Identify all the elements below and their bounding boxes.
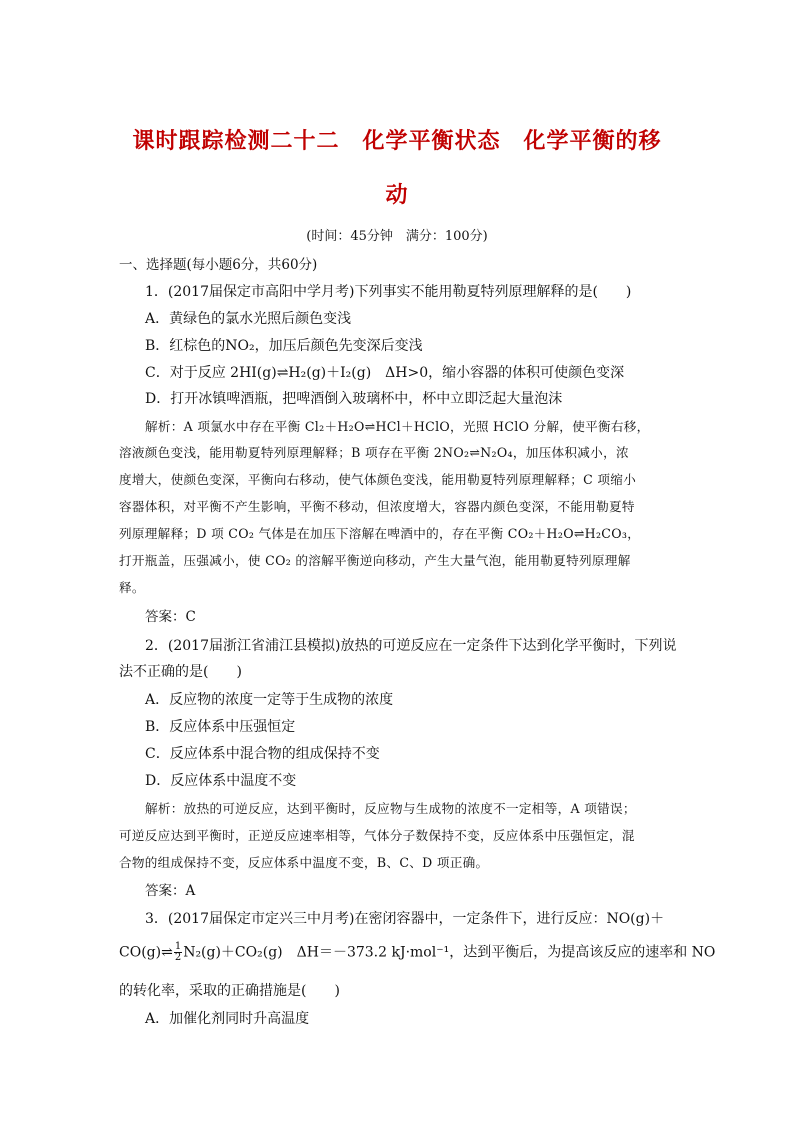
question-1-option-b: B．红棕色的NO₂，加压后颜色先变深后变浅 [145,338,423,354]
question-2-explanation-line: 可逆反应达到平衡时，正逆反应速率相等，气体分子数保持不变，反应体系中压强恒定，混 [119,828,635,843]
question-1-answer: 答案：C [145,609,196,625]
question-1-explanation-line: 容器体积，对平衡不产生影响，平衡不移动，但浓度增大，容器内颜色变深，不能用勒夏特 [119,499,635,514]
page-title-continued: 动 [385,183,409,208]
question-1-option-a: A．黄绿色的氯水光照后颜色变浅 [145,311,352,327]
question-2-explanation-line: 解析：放热的可逆反应，达到平衡时，反应物与生成物的浓度不一定相等，A 项错误； [145,801,636,816]
question-1-option-d: D．打开冰镇啤酒瓶，把啤酒倒入玻璃杯中，杯中立即泛起大量泡沫 [145,391,563,407]
fraction-denominator: 2 [174,952,182,963]
question-1-explanation-line: 解析：A 项氯水中存在平衡 Cl₂＋H₂O⇌HCl＋HClO，光照 HClO 分解，使平衡右移， [145,419,650,434]
question-2-option-a: A．反应物的浓度一定等于生成物的浓度 [145,692,394,708]
question-3-stem: 3．(2017届保定市定兴三中月考)在密闭容器中，一定条件下，进行反应：NO(g)＋ [145,911,665,927]
question-3-stem-equation [119,942,715,963]
question-2-explanation-line: 合物的组成保持不变，反应体系中温度不变，B、C、D 项正确。 [119,855,489,870]
question-1-explanation-line: 列原理解释；D 项 CO₂ 气体是在加压下溶解在啤酒中的，存在平衡 CO₂＋H₂O⇌H₂CO₃， [119,526,641,541]
question-1-option-c: C．对于反应 2HI(g)⇌H₂(g)＋I₂(g) ΔH>0，缩小容器的体积可使颜色变深 [145,365,625,381]
question-1-explanation-line: 打开瓶盖，压强减小，使 CO₂ 的溶解平衡逆向移动，产生大量气泡，能用勒夏特列原理解 [119,553,631,568]
page-title: 课时跟踪检测二十二 化学平衡状态 化学平衡的移 [132,129,662,154]
question-3-stem-continued: 的转化率，采取的正确措施是( ) [119,983,340,999]
time-score-info: (时间：45分钟 满分：100分) [306,229,488,244]
equation-products: N₂(g)＋CO₂(g) ΔH＝－373.2 kJ·mol⁻¹，达到平衡后，为提高该反应的速率和 NO [183,944,716,961]
question-2-stem-continued: 法不正确的是( ) [119,664,242,680]
question-2-option-c: C．反应体系中混合物的组成保持不变 [145,746,380,762]
question-1-explanation-line: 释。 [119,580,145,595]
question-1-explanation-line: 度增大，使颜色变深，平衡向右移动，使气体颜色变浅，能用勒夏特列原理解释；C 项缩小 [119,472,637,487]
question-2-answer: 答案：A [145,883,196,899]
question-2-option-b: B．反应体系中压强恒定 [145,719,296,735]
equation-reactants: CO(g)⇌ [119,944,173,961]
one-half-fraction [174,942,182,963]
fraction-numerator: 1 [174,941,182,952]
question-2-option-d: D．反应体系中温度不变 [145,773,297,789]
question-1-stem: 1．(2017届保定市高阳中学月考)下列事实不能用勒夏特列原理解释的是( ) [145,284,632,300]
question-2-stem: 2．(2017届浙江省浦江县模拟)放热的可逆反应在一定条件下达到化学平衡时，下列说 [145,638,677,654]
section-heading: 一、选择题(每小题6分，共60分) [119,257,318,273]
question-1-explanation-line: 溶液颜色变浅，能用勒夏特列原理解释；B 项存在平衡 2NO₂⇌N₂O₄，加压体积减小，浓 [119,445,629,460]
question-3-option-a: A．加催化剂同时升高温度 [145,1011,310,1027]
